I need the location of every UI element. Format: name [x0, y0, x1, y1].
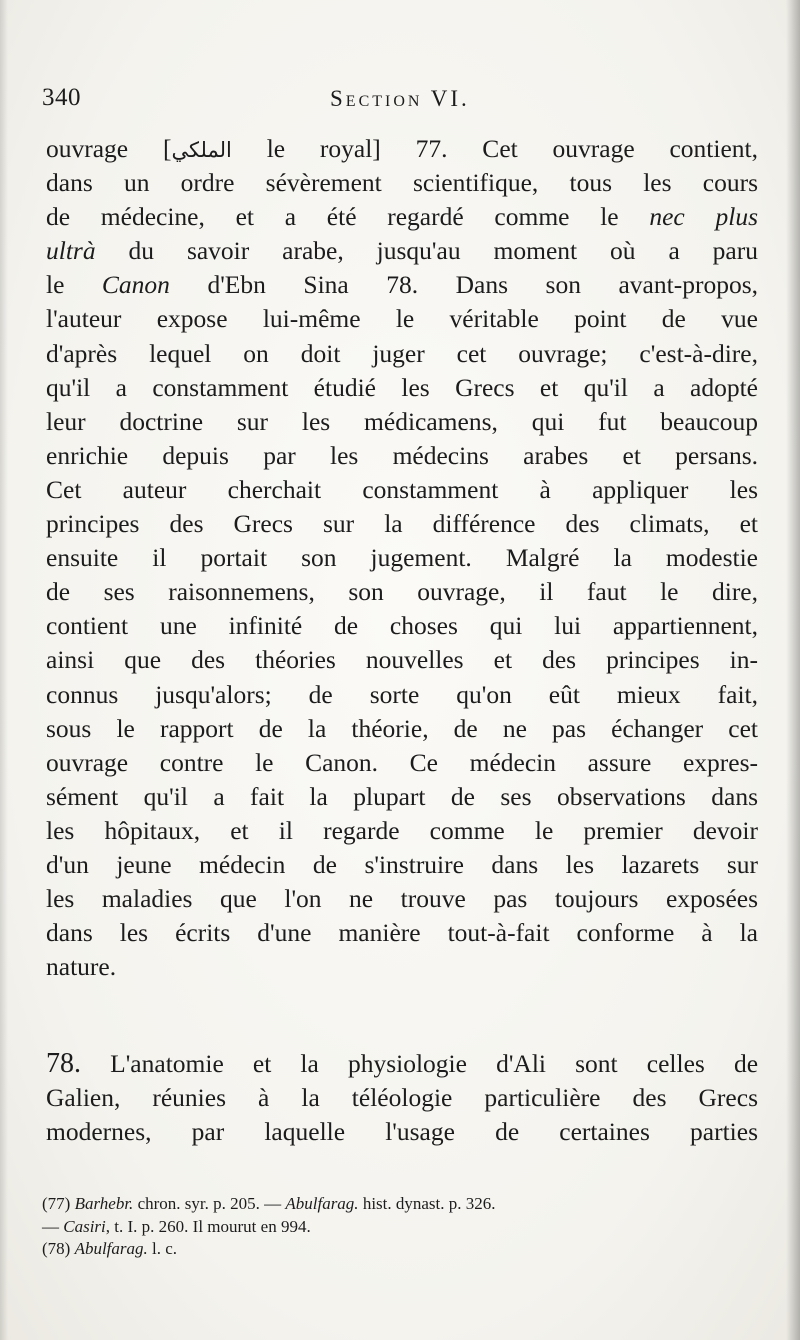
line-text: l'auteur expose lui-même le véritable point de vue	[46, 304, 758, 334]
line-text: connus jusqu'alors; de sorte qu'on eût mieux fait,	[46, 679, 758, 709]
text-line	[46, 575, 758, 609]
line-text: d'après lequel on doit juger cet ouvrage; c'est-à-dire,	[46, 338, 758, 368]
footnote-text: hist. dynast. p. 326.	[358, 1194, 496, 1213]
text-line	[46, 405, 758, 439]
italic-term: ultrà	[46, 236, 96, 266]
footnote-source: Abulfarag.	[74, 1239, 148, 1258]
note-text: Galien, réunies à la téléologie particulière des Grecs	[46, 1083, 758, 1113]
note-number: 78.	[46, 1048, 81, 1079]
line-text: contient une infinité de choses qui lui appartiennent,	[46, 611, 758, 641]
text-line	[46, 678, 758, 712]
italic-term: nec plus	[649, 202, 758, 232]
line-text: les hôpitaux, et il regarde comme le premier devoir	[46, 815, 758, 845]
text-line	[46, 166, 758, 200]
text-line	[46, 746, 758, 780]
page-header	[42, 84, 758, 124]
line-text: sément qu'il a fait la plupart de ses observations dans	[46, 781, 758, 811]
footnote-text: , t. I. p. 260. Il mourut en 994.	[105, 1216, 311, 1236]
footnote-text: l. c.	[147, 1239, 178, 1258]
text-line	[46, 916, 758, 950]
text-line	[46, 200, 758, 234]
line-text: dans les écrits d'une manière tout-à-fait conforme à la	[46, 918, 758, 948]
text-line	[46, 337, 758, 371]
text-line	[46, 609, 758, 643]
text-line	[46, 507, 758, 541]
page-gutter-shadow	[0, 0, 8, 1340]
text-line	[46, 882, 758, 916]
line-text: de ses raisonnemens, son ouvrage, il faut le dire,	[46, 577, 758, 607]
text-line	[46, 541, 758, 575]
text-line	[46, 712, 758, 746]
footnote-line	[42, 1238, 762, 1261]
line-text: leur doctrine sur les médicamens, qui fut beaucoup	[46, 406, 758, 436]
text-line	[46, 234, 758, 268]
footnote-source: Barhebr.	[74, 1194, 134, 1213]
line-text: sous le rapport de la théorie, de ne pas échanger cet	[46, 713, 758, 743]
footnote-text: (78)	[42, 1239, 75, 1258]
line-text: Cet auteur cherchait constamment à appliquer les	[46, 474, 758, 504]
line-text: le royal] 77. Cet ouvrage contient,	[231, 134, 758, 163]
main-text	[46, 132, 758, 984]
note-line	[46, 1047, 758, 1081]
page-number: 340	[42, 84, 81, 111]
text-line	[46, 268, 758, 302]
arabic-word: الملكي	[171, 138, 232, 162]
text-line	[46, 132, 758, 166]
text-line	[46, 814, 758, 848]
line-text: de médecine, et a été regardé comme le	[46, 202, 650, 232]
line-text: enrichie depuis par les médecins arabes et persans.	[46, 440, 758, 470]
footnote-line	[42, 1216, 762, 1239]
text-line	[46, 473, 758, 507]
running-head: Section VI.	[330, 86, 470, 111]
note-text: modernes, par laquelle l'usage de certaines parties	[46, 1117, 758, 1147]
footnote-text: —	[42, 1216, 64, 1236]
text-line	[46, 439, 758, 473]
line-text: qu'il a constamment étudié les Grecs et qu'il a adopté	[46, 372, 758, 402]
line-text: ouvrage contre le Canon. Ce médecin assure expres-	[46, 747, 758, 777]
footnote-text: (77)	[42, 1194, 75, 1213]
line-text: ouvrage [	[46, 134, 172, 163]
note-text: L'anatomie et la physiologie d'Ali sont celles de	[110, 1049, 759, 1078]
note-line	[46, 1081, 758, 1115]
text-line	[46, 371, 758, 405]
note-line	[46, 1115, 758, 1149]
italic-term: Canon	[101, 270, 170, 300]
footnote-source: Casiri	[63, 1216, 106, 1236]
text-line	[46, 643, 758, 677]
footnotes	[42, 1193, 762, 1261]
text-line	[46, 302, 758, 336]
text-line	[46, 950, 758, 984]
line-text: ainsi que des théories nouvelles et des principes in-	[46, 645, 758, 675]
footnote-text: chron. syr. p. 205. —	[133, 1194, 286, 1213]
line-text: dans un ordre sévèrement scientifique, tous les cours	[46, 168, 758, 198]
text-line	[46, 848, 758, 882]
footnote-source: Abulfarag.	[285, 1194, 359, 1213]
line-text: ensuite il portait son jugement. Malgré la modestie	[46, 543, 758, 573]
line-text: principes des Grecs sur la différence des climats, et	[46, 509, 758, 539]
line-text: nature.	[46, 952, 117, 982]
text-line	[46, 780, 758, 814]
line-text: d'un jeune médecin de s'instruire dans les lazarets sur	[46, 849, 758, 879]
note-78-block	[46, 1047, 758, 1149]
footnote-line	[42, 1193, 762, 1216]
line-text: les maladies que l'on ne trouve pas toujours exposées	[46, 884, 758, 914]
line-text: le	[46, 270, 102, 300]
line-text: d'Ebn Sina 78. Dans son avant-propos,	[169, 270, 758, 300]
page-edge-shadow	[786, 0, 800, 1340]
line-text: du savoir arabe, jusqu'au moment où a paru	[95, 236, 758, 266]
